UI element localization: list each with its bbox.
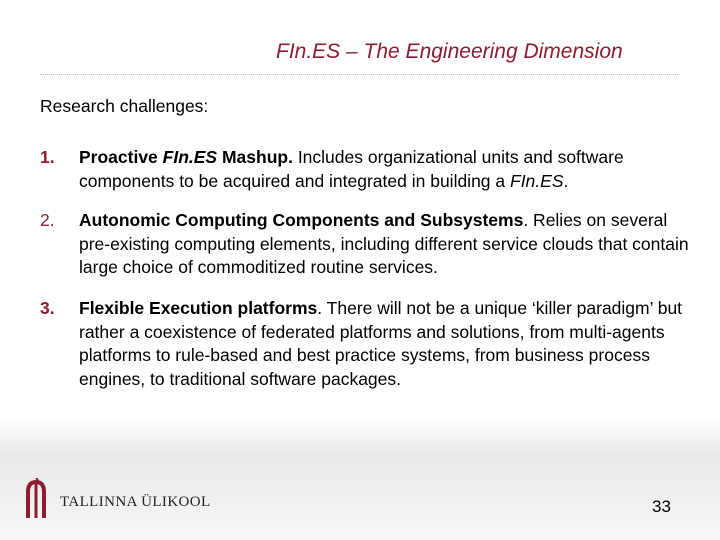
list-item <box>40 297 690 391</box>
item-text: Flexible Execution platforms. There will not be a unique ‘killer paradigm’ but rather a coexistence of federated platforms and solutions, from multi-agents platforms to rule-based and best practice systems, from business process engines, to traditional software packages. <box>79 298 683 389</box>
university-name: TALLINNA ÜLIKOOL <box>60 494 211 510</box>
item-text: Autonomic Computing Components and Subsystems. Relies on several pre-existing computing elements, including different service clouds that contain large choice of commoditized routine services. <box>79 210 689 277</box>
list-item <box>40 146 690 193</box>
item-number: 3. <box>40 298 55 318</box>
item-text: Proactive FIn.ES Mashup. Includes organizational units and software components to be acquired and integrated in building a FIn.ES. <box>79 147 624 191</box>
item-heading: Autonomic Computing Components and Subsystems <box>79 210 524 230</box>
page-number: 33 <box>652 497 671 516</box>
footer-band <box>0 420 720 540</box>
item-heading: Proactive FIn.ES Mashup. <box>79 147 293 167</box>
item-heading: Flexible Execution platforms <box>79 298 318 318</box>
list-item <box>40 209 690 280</box>
tallinn-university-logo-icon <box>25 478 47 518</box>
item-number: 2. <box>40 210 55 230</box>
item-number: 1. <box>40 147 55 167</box>
title-divider <box>40 74 680 75</box>
intro-text: Research challenges: <box>40 96 209 116</box>
slide-title: FIn.ES – The Engineering Dimension <box>276 40 623 63</box>
